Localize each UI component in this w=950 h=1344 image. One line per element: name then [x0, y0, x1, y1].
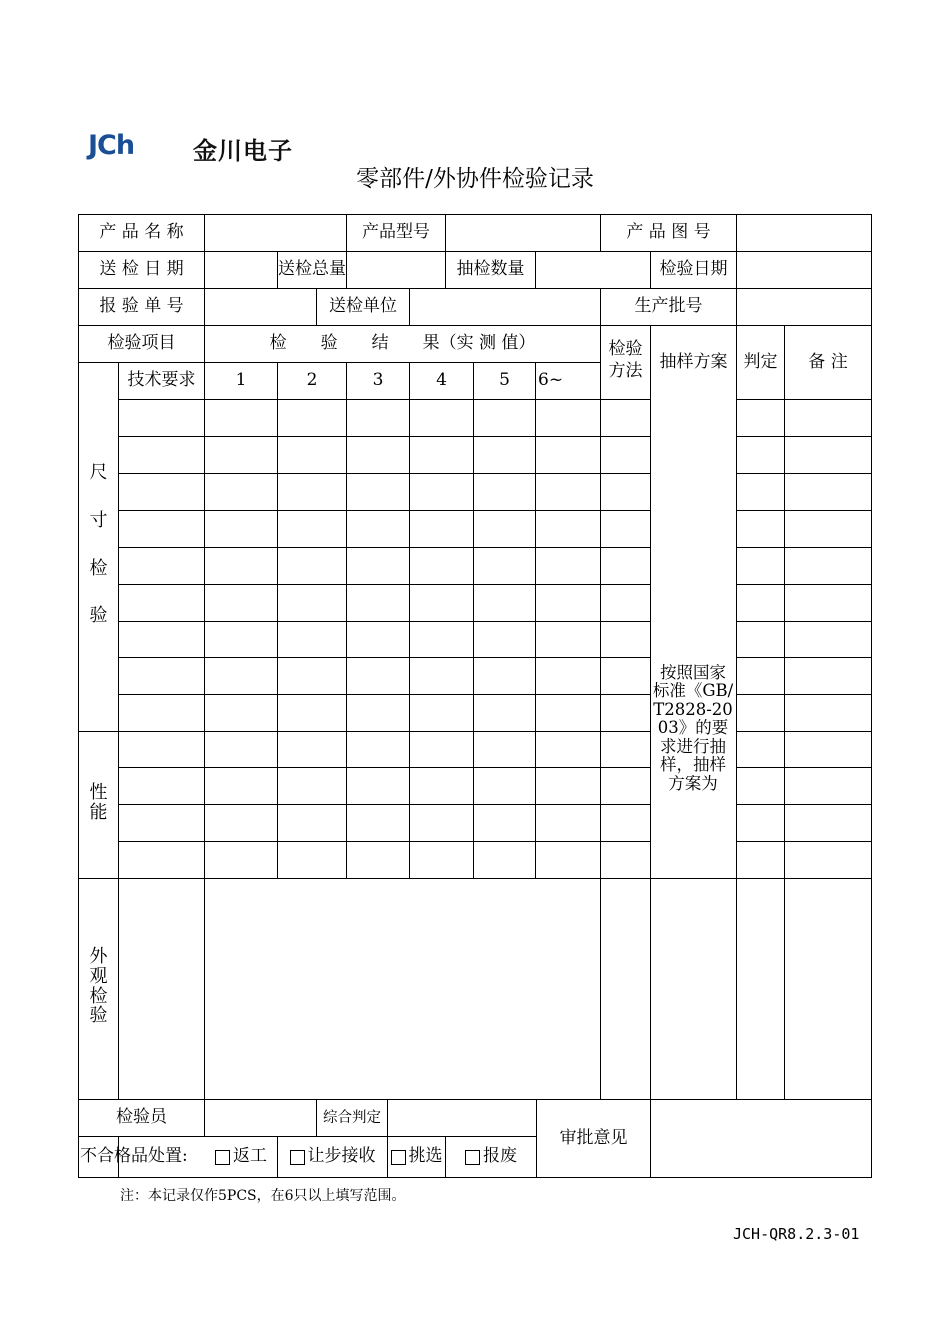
sample-3-header: 3: [372, 370, 384, 391]
performance-char-2: 能: [89, 801, 108, 823]
option-scrap[interactable]: [446, 1137, 536, 1177]
dimension-char-4: 验: [89, 605, 108, 627]
company-logo-mark: JCh: [88, 130, 135, 161]
product-drawing-label: 产 品 图 号: [626, 222, 711, 243]
sample-1-header: 1: [235, 370, 247, 391]
product-model-field[interactable]: [446, 215, 600, 251]
inspector-field[interactable]: [205, 1100, 316, 1136]
concession-label: 让步接收: [307, 1146, 376, 1167]
dimension-section-label: [79, 463, 118, 626]
batch-no-field[interactable]: [737, 289, 871, 325]
page-title: 零部件/外协件检验记录: [356, 166, 594, 192]
report-no-field[interactable]: [205, 289, 316, 325]
submit-total-label: 送检总量: [278, 259, 346, 280]
method-header-line2: 方法: [608, 361, 643, 382]
tech-requirement-header: 技术要求: [127, 370, 196, 391]
sample-qty-field[interactable]: [536, 252, 650, 288]
remark-header: 备 注: [808, 351, 848, 372]
approval-field[interactable]: [651, 1100, 871, 1177]
submit-unit-label: 送检单位: [329, 296, 397, 317]
product-name-field[interactable]: [205, 215, 346, 251]
concession-checkbox[interactable]: [290, 1150, 305, 1165]
submit-date-label: 送 检 日 期: [99, 259, 184, 280]
appearance-section-label: [79, 947, 118, 1026]
sample-6-header: 6~: [538, 370, 564, 391]
appearance-char-4: 验: [89, 1005, 108, 1027]
option-rework[interactable]: [205, 1137, 277, 1177]
document-number: JCH-QR8.2.3-01: [733, 1225, 860, 1243]
dimension-char-3: 检: [89, 557, 108, 579]
report-no-label: 报 验 单 号: [99, 296, 184, 317]
submit-total-field[interactable]: [347, 252, 445, 288]
nonconforming-label: 不合格品处置:: [80, 1146, 188, 1167]
submit-date-field[interactable]: [205, 252, 277, 288]
footnote: 注：本记录仅作5PCS，在6只以上填写范围。: [120, 1188, 406, 1204]
overall-judgement-label: 综合判定: [323, 1109, 381, 1126]
inspection-item-header: 检验项目: [107, 333, 176, 354]
sample-2-header: 2: [306, 370, 318, 391]
appearance-char-3: 检: [89, 985, 108, 1007]
scrap-label: 报废: [483, 1146, 517, 1167]
performance-char-1: 性: [89, 782, 108, 803]
dimension-char-2: 寸: [89, 509, 108, 531]
sample-4-header: 4: [436, 370, 447, 391]
approval-label: 审批意见: [559, 1127, 628, 1148]
submit-unit-field[interactable]: [410, 289, 600, 325]
judgement-header: 判定: [743, 351, 778, 372]
performance-section-label: [79, 783, 118, 823]
rework-label: 返工: [233, 1146, 267, 1167]
inspect-date-field[interactable]: [737, 252, 871, 288]
sort-label: 挑选: [408, 1146, 443, 1167]
product-model-label: 产品型号: [362, 222, 430, 243]
rework-checkbox[interactable]: [215, 1150, 230, 1165]
sampling-plan-text: 按照国家标准《GB/T2828-2003》的要求进行抽样，抽样方案为: [652, 663, 734, 793]
scrap-checkbox[interactable]: [465, 1150, 480, 1165]
method-header-line1: 检验: [608, 339, 643, 360]
appearance-char-1: 外: [89, 946, 108, 967]
inspect-date-label: 检验日期: [659, 259, 728, 280]
company-name: 金川电子: [193, 137, 293, 165]
option-sort[interactable]: [388, 1137, 445, 1177]
inspection-result-header: 检 验 结 果（实 测 值）: [269, 333, 536, 354]
sample-qty-label: 抽检数量: [456, 259, 525, 280]
inspector-label: 检验员: [116, 1107, 167, 1128]
batch-no-label: 生产批号: [634, 296, 703, 317]
sort-checkbox[interactable]: [391, 1150, 406, 1165]
sampling-plan-header: 抽样方案: [659, 351, 728, 372]
product-name-label: 产 品 名 称: [99, 222, 184, 243]
product-drawing-field[interactable]: [737, 215, 871, 251]
option-concession[interactable]: [278, 1137, 387, 1177]
appearance-char-2: 观: [89, 965, 108, 987]
sample-5-header: 5: [499, 370, 510, 391]
overall-judgement-field[interactable]: [388, 1100, 536, 1136]
dimension-char-1: 尺: [89, 462, 108, 483]
